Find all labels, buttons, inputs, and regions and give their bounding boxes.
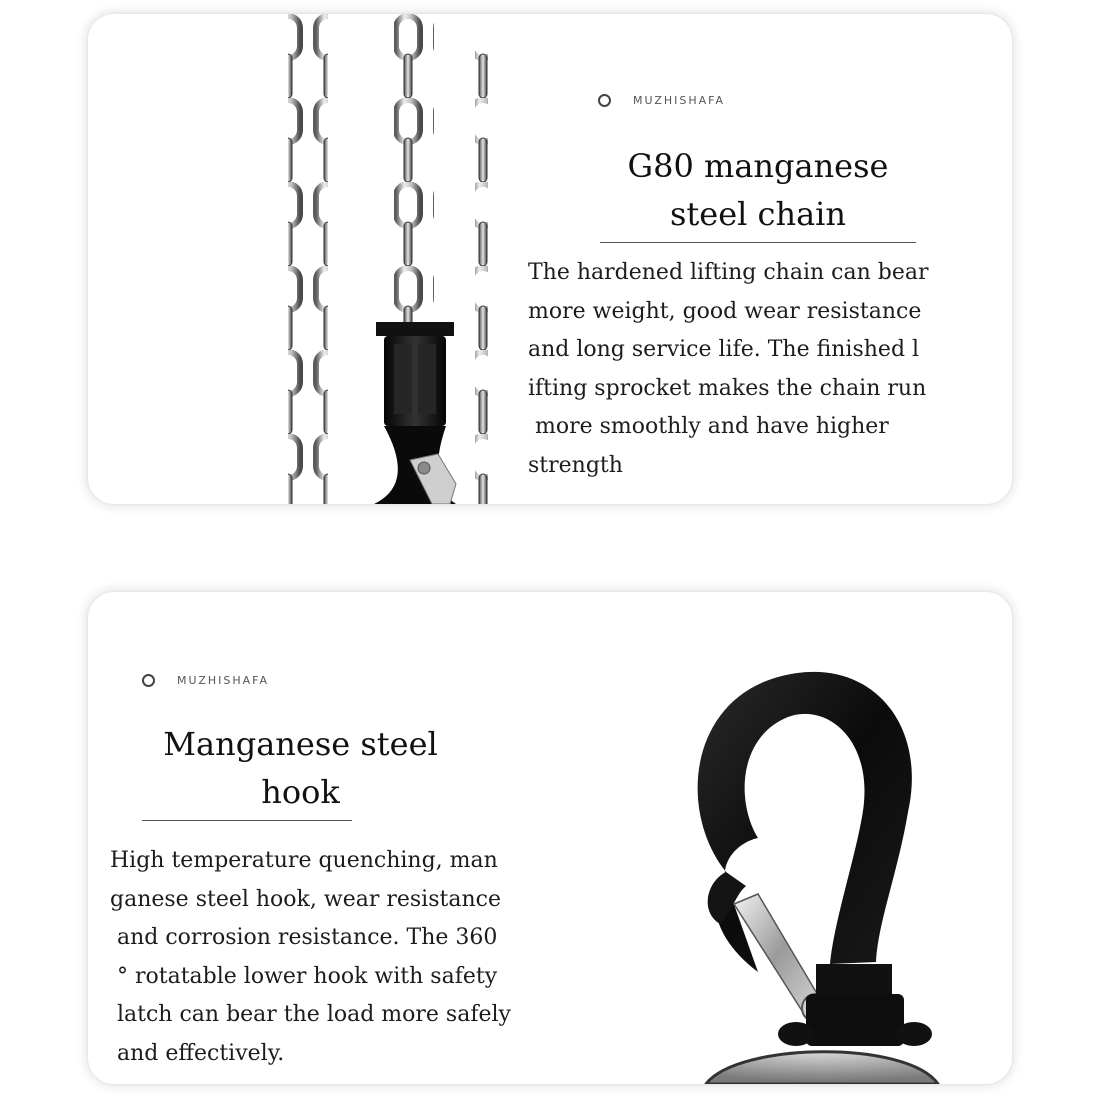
brand-name: MUZHISHAFA	[177, 674, 270, 687]
description-line: and corrosion resistance. The 360	[110, 925, 498, 950]
title-underline	[600, 242, 916, 243]
section-title	[593, 142, 923, 238]
title-line-2: hook	[261, 773, 340, 811]
section-description	[110, 842, 511, 1073]
brand-label	[598, 94, 725, 107]
brand-name: MUZHISHAFA	[633, 94, 726, 107]
circle-icon	[598, 94, 611, 107]
description-line: and long service life. The finished l	[528, 337, 920, 362]
description-line: High temperature quenching, man	[110, 848, 498, 873]
description-line: and effectively.	[110, 1040, 285, 1066]
circle-icon	[142, 674, 155, 687]
section-title	[123, 720, 478, 816]
description-line: ganese steel hook, wear resistance	[110, 886, 501, 912]
title-line-2: steel chain	[669, 195, 846, 233]
hoist-block-body	[374, 322, 456, 504]
brand-label	[142, 674, 269, 687]
description-line: more weight, good wear resistance	[528, 298, 922, 324]
title-line-1: G80 manganese	[627, 147, 889, 185]
description-line: latch can bear the load more safely	[110, 1002, 511, 1027]
description-line: ifting sprocket makes the chain run	[528, 375, 927, 401]
description-line: The hardened lifting chain can bear	[528, 260, 929, 285]
description-line: strength	[528, 452, 623, 478]
title-line-1: Manganese steel	[163, 725, 438, 763]
chain-photo	[188, 14, 488, 504]
hook-photo	[608, 642, 968, 1084]
chain-feature-card	[88, 14, 1012, 504]
hook-feature-card	[88, 592, 1012, 1084]
description-line: more smoothly and have higher	[528, 414, 889, 439]
title-underline	[142, 820, 352, 821]
description-line: ° rotatable lower hook with safety	[110, 963, 498, 989]
section-description	[528, 254, 929, 485]
